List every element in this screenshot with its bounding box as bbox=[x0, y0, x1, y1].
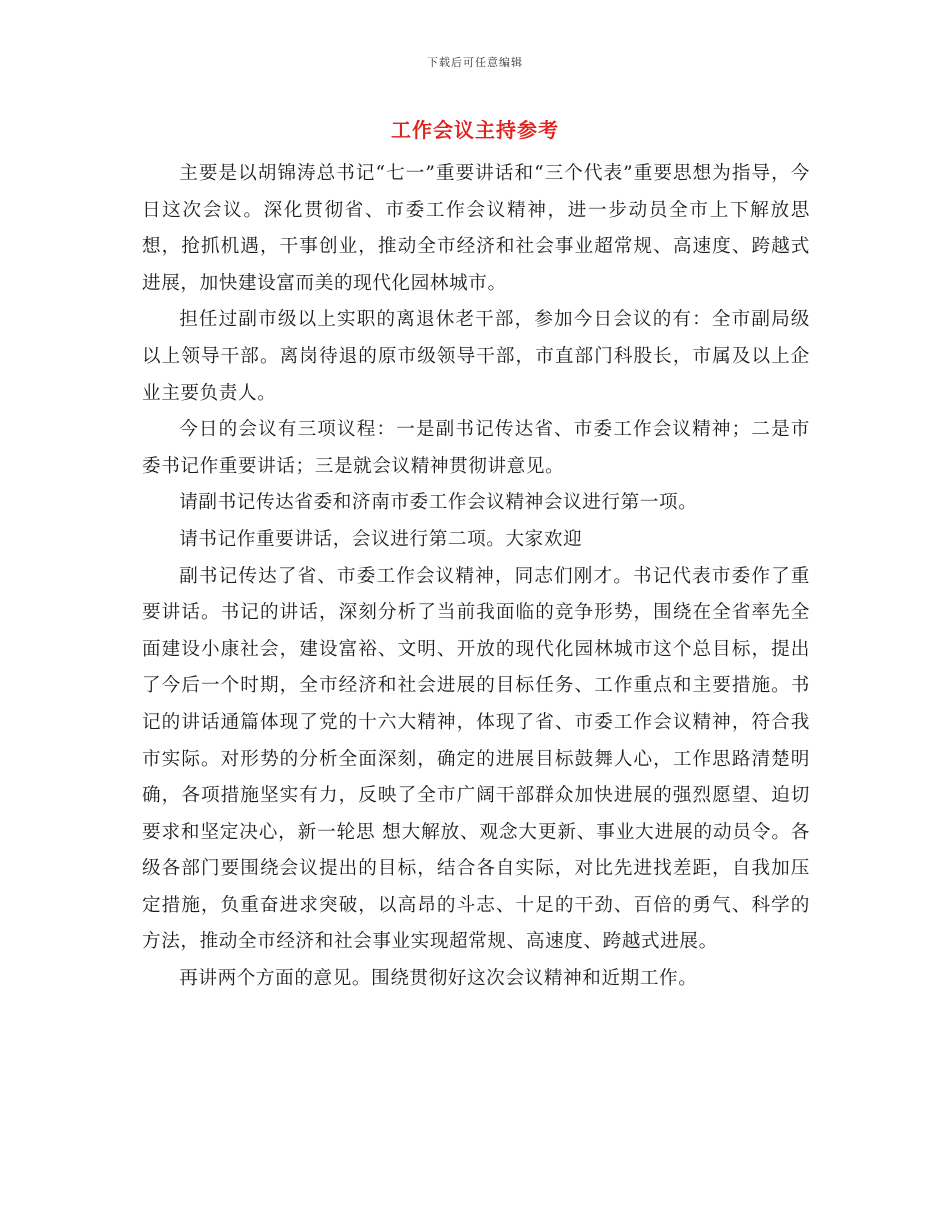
paragraph-agenda: 今日的会议有三项议程：一是副书记传达省、市委工作会议精神；二是市委书记作重要讲话；三是就会议精神贯彻讲意见。 bbox=[142, 419, 810, 477]
paragraph-attendees: 担任过副市级以上实职的离退休老干部，参加今日会议的有：全市副局级以上领导干部。离岗待退的原市级领导干部，市直部门科股长，市属及以上企业主要负责人。 bbox=[142, 309, 810, 404]
document-title: 工作会议主持参考 bbox=[391, 118, 559, 142]
paragraph-closing: 再讲两个方面的意见。围绕贯彻好这次会议精神和近期工作。 bbox=[179, 968, 698, 990]
document-body bbox=[142, 156, 810, 998]
paragraph-guiding-idea: 主要是以胡锦涛总书记“七一”重要讲话和“三个代表”重要思想为指导，今日这次会议。深化贯彻省、市委工作会议精神，进一步动员全市上下解放思想，抢抓机遇，干事创业，推动全市经济和社会事业超常规、高速度、跨越式进展，加快建设富而美的现代化园林城市。 bbox=[142, 163, 810, 294]
paragraph-agenda-item-two: 请书记作重要讲话，会议进行第二项。大家欢迎 bbox=[179, 528, 583, 550]
paragraph-agenda-item-one: 请副书记传达省委和济南市委工作会议精神会议进行第一项。 bbox=[179, 492, 698, 514]
paragraph-summary: 副书记传达了省、市委工作会议精神，同志们刚才。书记代表市委作了重要讲话。书记的讲话，深刻分析了当前我面临的竞争形势，围绕在全省率先全面建设小康社会，建设富裕、文明、开放的现代化园林城市这个总目标，提出了今后一个时期，全市经济和社会进展的目标任务、工作重点和主要措施。书记的讲话通篇体现了党的十六大精神，体现了省、市委工作会议精神，符合我市实际。对形势的分析全面深刻，确定的进展目标鼓舞人心，工作思路清楚明确，各项措施坚实有力，反映了全市广阔干部群众加快进展的强烈愿望、迫切要求和坚定决心，新一轮思 想大解放、观念大更新、事业大进展的动员令。各级各部门要围绕会议提出的目标，结合各自实际，对比先进找差距，自我加压定措施，负重奋进求突破，以高昂的斗志、十足的干劲、百倍的勇气、科学的方法，推动全市经济和社会事业实现超常规、高速度、跨越式进展。 bbox=[142, 565, 810, 953]
page-header-note: 下载后可任意编辑 bbox=[427, 56, 523, 69]
